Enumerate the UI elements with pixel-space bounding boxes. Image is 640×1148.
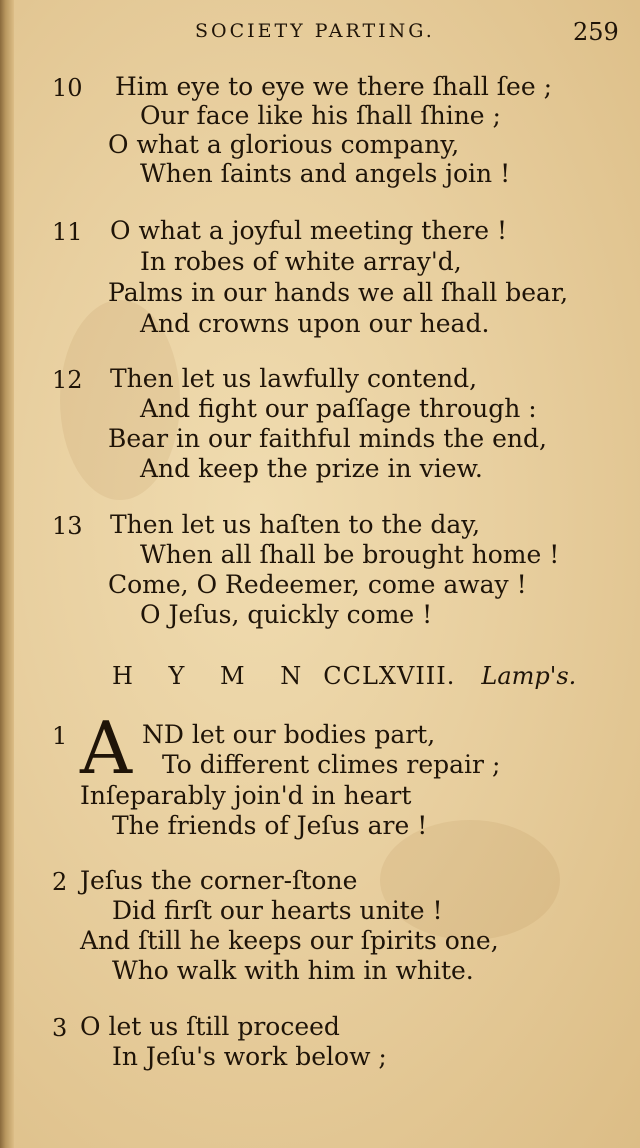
verse-line: The friends of Jeſus are !	[112, 811, 428, 840]
page-header	[0, 18, 640, 48]
verse-line: When ſaints and angels join !	[140, 159, 511, 188]
verse-line: O Jeſus, quickly come !	[140, 600, 433, 629]
verse-line: Bear in our faithful minds the end,	[108, 424, 547, 453]
verse-line: When all ſhall be brought home !	[140, 540, 560, 569]
verse-line: To different climes repair ;	[162, 750, 501, 779]
verse-line: In robes of white array'd,	[140, 247, 462, 276]
stanza-number: 12	[52, 366, 83, 394]
page-number: 259	[573, 18, 619, 46]
stanza-number: 1	[52, 722, 68, 750]
stanza-number: 13	[52, 512, 83, 540]
verse-line: Then let us lawfully contend,	[110, 364, 478, 393]
binding-gutter	[0, 0, 14, 1148]
drop-cap: A	[80, 706, 132, 790]
stanza-number: 10	[52, 74, 83, 102]
verse-line: O let us ſtill proceed	[80, 1012, 340, 1041]
hymn-numeral: CCLXVIII.	[323, 662, 456, 690]
running-title: SOCIETY PARTING.	[195, 20, 435, 42]
tune-name: Lamp's.	[481, 662, 577, 690]
verse-line: O what a joyful meeting there !	[110, 216, 507, 245]
verse-line: Inſeparably join'd in heart	[80, 781, 412, 810]
verse-line: Palms in our hands we all ſhall bear,	[108, 278, 569, 307]
verse-line: In Jeſu's work below ;	[112, 1042, 387, 1071]
verse-line: Did firſt our hearts unite !	[112, 896, 443, 925]
stanza-number: 11	[52, 218, 83, 246]
verse-line: And fight our paſſage through :	[140, 394, 537, 423]
verse-line: Our face like his ſhall ſhine ;	[140, 101, 501, 130]
verse-line: And crowns upon our head.	[140, 309, 490, 338]
verse-line: And ſtill he keeps our ſpirits one,	[80, 926, 499, 955]
verse-line: And keep the prize in view.	[140, 454, 483, 483]
verse-line: ND let our bodies part,	[142, 720, 436, 749]
verse-line: Who walk with him in white.	[112, 956, 474, 985]
verse-line: Then let us haſten to the day,	[110, 510, 481, 539]
stanza-number: 2	[52, 868, 68, 896]
hymn-title	[112, 662, 612, 690]
verse-line: Jeſus the corner-ſtone	[80, 866, 358, 895]
stanza-number: 3	[52, 1014, 68, 1042]
verse-line: Come, O Redeemer, come away !	[108, 570, 527, 599]
hymn-heading: H Y M N	[112, 662, 316, 690]
verse-line: Him eye to eye we there ſhall ſee ;	[115, 72, 552, 101]
verse-line: O what a glorious company,	[108, 130, 460, 159]
